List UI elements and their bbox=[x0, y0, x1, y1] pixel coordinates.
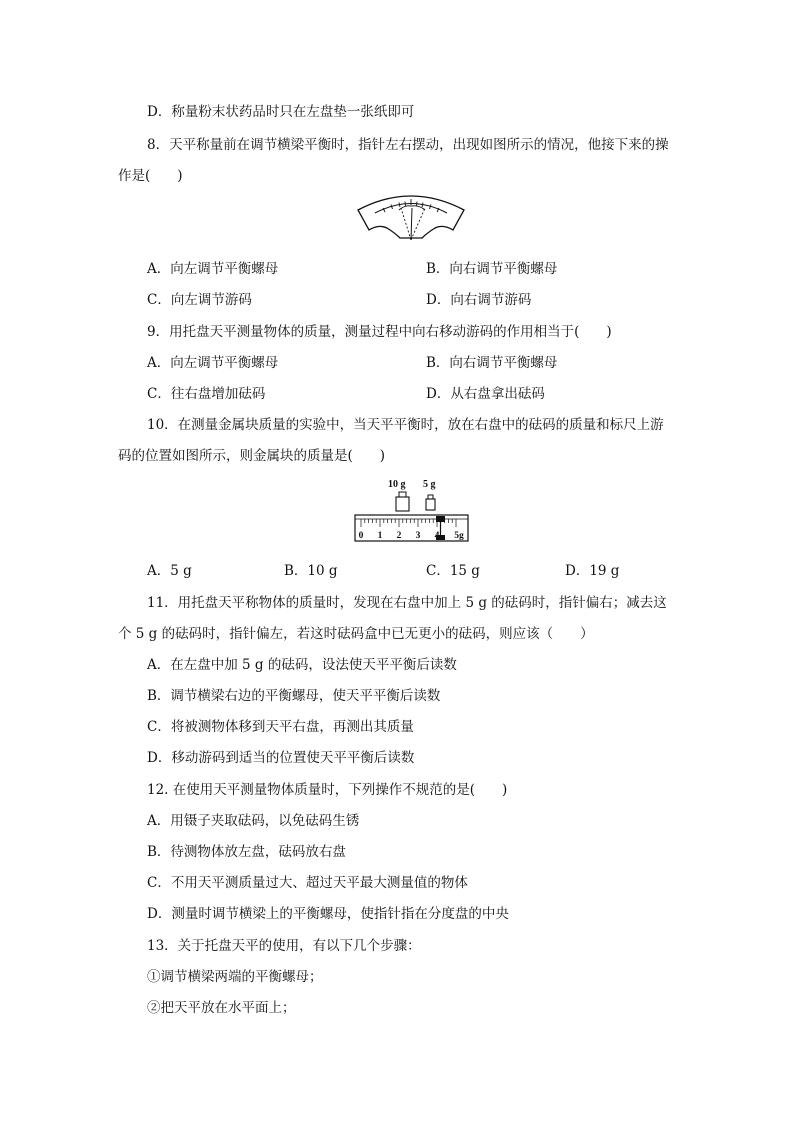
q10-option-b: B．10 g bbox=[284, 563, 338, 579]
pointer-center bbox=[411, 208, 412, 240]
swing-arrow-left bbox=[399, 206, 410, 210]
dial-ticks bbox=[383, 199, 439, 212]
q9-option-b: B．向右调节平衡螺母 bbox=[426, 355, 558, 371]
q13-step-1: ①调节横梁两端的平衡螺母； bbox=[147, 969, 323, 985]
q10-stem-line2: 码的位置如图所示，则金属块的质量是( ) bbox=[118, 448, 386, 464]
weight-label-5g: 5 g bbox=[423, 479, 436, 490]
q8-option-b: B．向右调节平衡螺母 bbox=[426, 261, 558, 277]
weight-5g bbox=[426, 495, 435, 510]
q10-stem-line1: 10．在测量金属块质量的实验中，当天平平衡时，放在右盘中的砝码的质量和标尺上游 bbox=[147, 417, 664, 433]
q8-stem-line1: 8．天平称量前在调节横梁平衡时，指针左右摆动，出现如图所示的情况，他接下来的操 bbox=[147, 137, 669, 153]
q7-option-d: D．称量粉末状药品时只在左盘垫一张纸即可 bbox=[147, 104, 415, 120]
pointer-left-position bbox=[401, 208, 411, 240]
balance-pointer-dial-figure bbox=[355, 190, 467, 250]
weight-10g bbox=[396, 492, 409, 511]
rider-top bbox=[436, 516, 445, 522]
q11-option-c: C．将被测物体移到天平右盘，再测出其质量 bbox=[147, 719, 414, 735]
q9-option-d: D．从右盘拿出砝码 bbox=[426, 386, 545, 402]
q12-option-b: B．待测物体放左盘，砝码放右盘 bbox=[147, 844, 346, 860]
q9-option-a: A．向左调节平衡螺母 bbox=[147, 355, 279, 371]
weights-and-rider-scale-figure bbox=[352, 475, 472, 545]
scale-label-3: 3 bbox=[415, 531, 421, 541]
q9-option-c: C．往右盘增加砝码 bbox=[147, 386, 266, 402]
weight-label-10g: 10 g bbox=[388, 479, 406, 490]
q8-option-a: A．向左调节平衡螺母 bbox=[147, 261, 279, 277]
scale-label-5g: 5g bbox=[454, 531, 464, 541]
q11-option-b: B．调节横梁右边的平衡螺母，使天平平衡后读数 bbox=[147, 688, 441, 704]
q12-option-d: D．测量时调节横梁上的平衡螺母，使指针指在分度盘的中央 bbox=[147, 906, 509, 922]
q10-option-c: C．15 g bbox=[426, 563, 480, 579]
q10-option-a: A．5 g bbox=[147, 563, 192, 579]
scale-label-1: 1 bbox=[377, 531, 383, 541]
swing-arrow-right bbox=[412, 206, 425, 210]
q11-option-d: D．移动游码到适当的位置使天平平衡后读数 bbox=[147, 750, 415, 766]
scale-label-2: 2 bbox=[396, 531, 402, 541]
q11-option-a: A．在左盘中加 5 g 的砝码，设法使天平平衡后读数 bbox=[147, 657, 457, 673]
q11-stem-line1: 11．用托盘天平称物体的质量时，发现在右盘中加上 5 g 的砝码时，指针偏右；减去这 bbox=[147, 595, 667, 611]
scale-label-4: 4 bbox=[434, 531, 440, 541]
q11-stem-line2: 个 5 g 的砝码时，指针偏左，若这时砝码盒中已无更小的砝码，则应该（ ） bbox=[118, 626, 594, 642]
q10-option-d: D．19 g bbox=[565, 563, 620, 579]
q12-option-c: C．不用天平测质量过大、超过天平最大测量值的物体 bbox=[147, 875, 468, 891]
scale-label-0: 0 bbox=[358, 531, 364, 541]
q13-step-2: ②把天平放在水平面上； bbox=[147, 1000, 296, 1016]
q12-option-a: A．用镊子夹取砝码，以免砝码生锈 bbox=[147, 813, 360, 829]
q8-stem-line2: 作是( ) bbox=[118, 168, 183, 184]
q13-stem: 13．关于托盘天平的使用，有以下几个步骤： bbox=[147, 938, 421, 954]
pointer-right-position bbox=[411, 208, 425, 240]
q9-stem: 9．用托盘天平测量物体的质量，测量过程中向右移动游码的作用相当于( ) bbox=[147, 324, 612, 340]
q8-option-d: D．向右调节游码 bbox=[426, 292, 532, 308]
q8-option-c: C．向左调节游码 bbox=[147, 292, 252, 308]
q12-stem: 12. 在使用天平测量物体质量时，下列操作不规范的是( ) bbox=[147, 782, 508, 798]
